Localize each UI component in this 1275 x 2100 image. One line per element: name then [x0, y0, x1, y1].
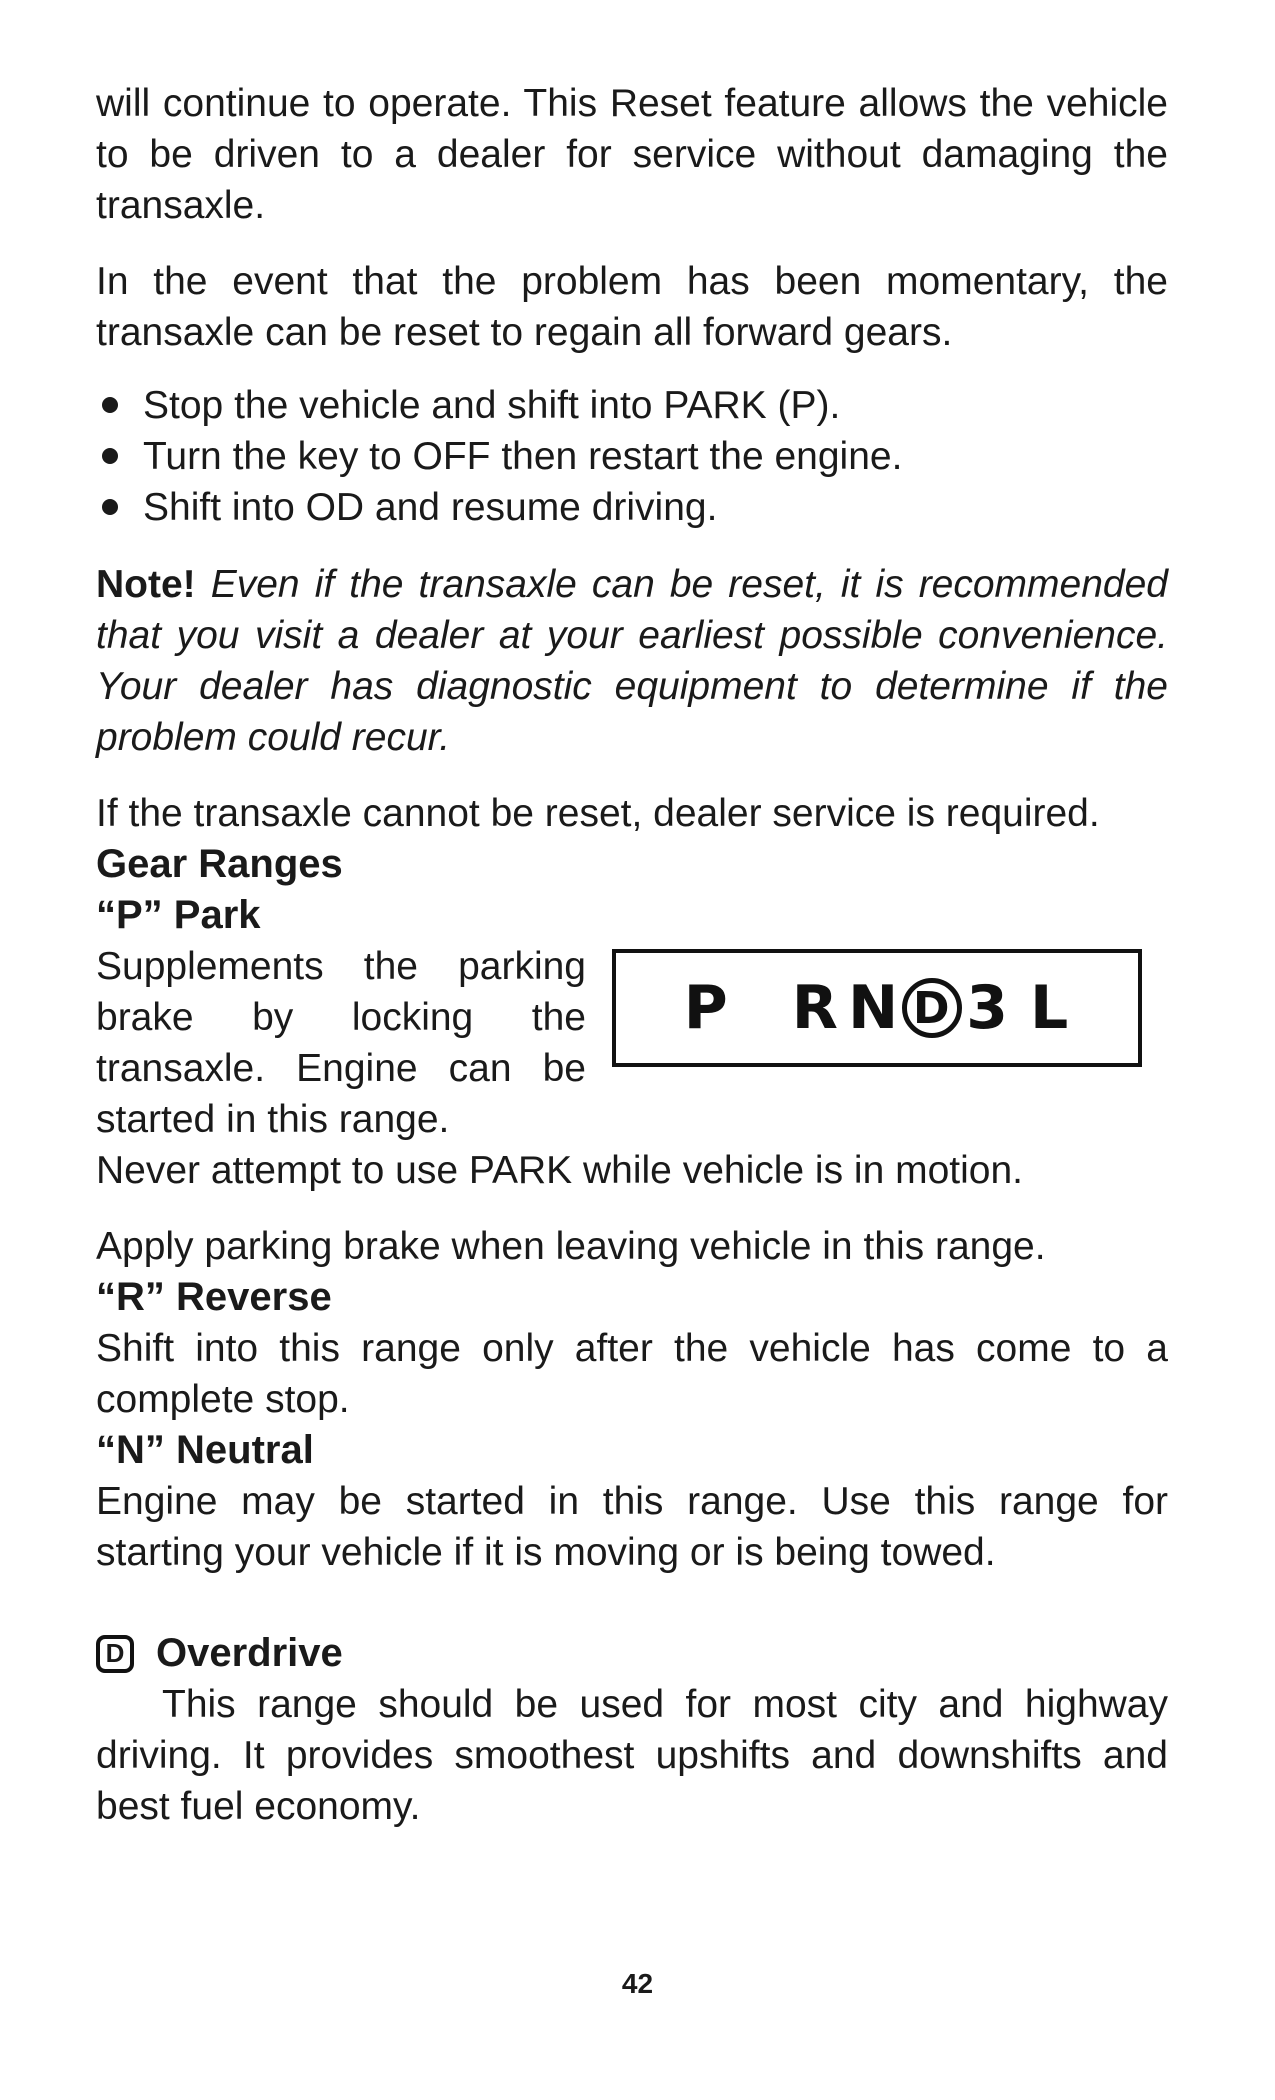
gear-l-label: L [1029, 973, 1071, 1043]
gear-indicator [612, 949, 1142, 1067]
page-number: 42 [621, 1968, 654, 1999]
bullet-icon [102, 448, 118, 464]
overdrive-heading-row [96, 1628, 1168, 1679]
reverse-description: Shift into this range only after the vehicle has come to a complete stop. [96, 1327, 1168, 1421]
overdrive-heading: Overdrive [156, 1631, 343, 1675]
park-section [96, 941, 1168, 1145]
reset-steps-list [96, 380, 1168, 533]
manual-page [96, 78, 1168, 1832]
intro-paragraph-1: will continue to operate. This Reset feature allows the vehicle to be driven to a dealer for service without damaging the transaxle. [96, 82, 1168, 227]
gear-ranges-heading: Gear Ranges [96, 842, 343, 886]
park-description: Supplements the parking brake by locking the transaxle. Engine can be started in this range. [96, 945, 586, 1141]
neutral-heading: “N” Neutral [96, 1428, 314, 1472]
bullet-icon [102, 397, 118, 413]
neutral-description: Engine may be started in this range. Use this range for starting your vehicle if it is moving or is being towed. [96, 1480, 1168, 1574]
reverse-heading: “R” Reverse [96, 1275, 332, 1319]
note-label: Note! [96, 563, 196, 606]
gear-p-label: P [683, 973, 730, 1043]
gear-3-label: 3 [966, 973, 1010, 1043]
park-warning: Never attempt to use PARK while vehicle is in motion. [96, 1149, 1024, 1192]
list-item: Stop the vehicle and shift into PARK (P). [96, 380, 1168, 431]
gear-n-label: N [847, 973, 901, 1043]
gear-r-label: R [791, 973, 840, 1043]
park-heading: “P” Park [96, 893, 261, 937]
note-paragraph [96, 559, 1168, 763]
bullet-icon [102, 499, 118, 515]
reset-fail-paragraph: If the transaxle cannot be reset, dealer service is required. [96, 792, 1100, 835]
note-text: Even if the transaxle can be reset, it is recommended that you visit a dealer at your earliest possible convenience. Your dealer has diagnostic equipment to determine if the problem could recur. [96, 563, 1168, 759]
overdrive-description: This range should be used for most city and highway driving. It provides smoothest upshifts and downshifts and best fuel economy. [96, 1683, 1168, 1828]
gear-d-circled-label: D [902, 978, 962, 1038]
intro-paragraph-2: In the event that the problem has been momentary, the transaxle can be reset to regain all forward gears. [96, 260, 1168, 354]
list-item: Shift into OD and resume driving. [96, 482, 1168, 533]
list-item: Turn the key to OFF then restart the engine. [96, 431, 1168, 482]
overdrive-d-icon: D [96, 1635, 134, 1673]
park-brake-note: Apply parking brake when leaving vehicle in this range. [96, 1225, 1046, 1268]
